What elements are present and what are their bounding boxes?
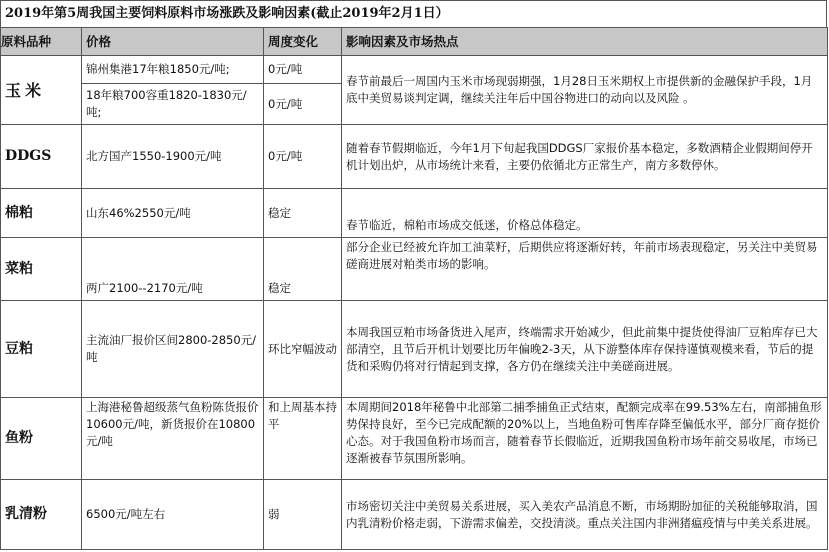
cottonseed-meal-factors: 春节临近，棉粕市场成交低迷，价格总体稳定。 <box>342 189 828 238</box>
ddgs-name: DDGS <box>1 125 82 189</box>
corn-name: 玉米 <box>1 56 82 125</box>
corn-price-2: 18年粮700容重1820-1830元/吨; <box>82 84 264 125</box>
table-row-cottonseed-meal <box>1 189 828 238</box>
corn-change-1: 0元/吨 <box>264 56 342 84</box>
whey-powder-name: 乳清粉 <box>1 480 82 550</box>
whey-powder-price: 6500元/吨左右 <box>82 480 264 550</box>
table-row-corn <box>1 56 828 84</box>
fishmeal-name: 鱼粉 <box>1 398 82 480</box>
page-title: 2019年第5周我国主要饲料原料市场涨跌及影响因素(截止2019年2月1日） <box>0 0 827 28</box>
table-row-soybean-meal <box>1 301 828 398</box>
table-row-whey-powder <box>1 480 828 550</box>
corn-factors: 春节前最后一周国内玉米市场现弱期强，1月28日玉米期权上市提供新的金融保护手段，1月底中美贸易谈判定调，继续关注年后中国谷物进口的动向以及风险 。 <box>342 56 828 125</box>
cottonseed-meal-price: 山东46%2550元/吨 <box>82 189 264 238</box>
soybean-meal-price: 主流油厂报价区间2800-2850元/吨 <box>82 301 264 398</box>
table-row-ddgs <box>1 125 828 189</box>
cottonseed-meal-change: 稳定 <box>264 189 342 238</box>
fishmeal-factors: 本周期间2018年秘鲁中北部第二捕季捕鱼正式结束，配额完成率在99.53%左右，南部捕鱼形势保持良好，至今已完成配额的20%以上，当地鱼粉可售库存降至偏低水平，部分厂商存挺价心态。对于我国鱼粉市场而言，随着春节长假临近，近期我国鱼粉市场年前交易收尾，市场已逐渐被春节氛围所影响。 <box>342 398 828 480</box>
cottonseed-meal-name: 棉粕 <box>1 189 82 238</box>
table-row-rapeseed-meal <box>1 238 828 301</box>
header-factors: 影响因素及市场热点 <box>342 28 828 56</box>
header-variety: 原料品种 <box>1 28 82 56</box>
ddgs-price: 北方国产1550-1900元/吨 <box>82 125 264 189</box>
market-table <box>0 27 828 550</box>
ddgs-change: 0元/吨 <box>264 125 342 189</box>
header-weekly-change: 周度变化 <box>264 28 342 56</box>
whey-powder-change: 弱 <box>264 480 342 550</box>
rapeseed-meal-price: 两广2100--2170元/吨 <box>82 238 264 301</box>
header-row <box>1 28 828 56</box>
corn-change-2: 0元/吨 <box>264 84 342 125</box>
whey-powder-factors: 市场密切关注中美贸易关系进展，买入美农产品消息不断，市场期盼加征的关税能够取消，国内乳清粉价格走弱，下游需求偏差，交投清淡。重点关注国内非洲猪瘟疫情与中美关系进展。 <box>342 480 828 550</box>
fishmeal-change: 和上周基本持平 <box>264 398 342 480</box>
soybean-meal-name: 豆粕 <box>1 301 82 398</box>
fishmeal-price: 上海港秘鲁超级蒸气鱼粉陈货报价10600元/吨，新货报价在10800元/吨 <box>82 398 264 480</box>
ddgs-factors: 随着春节假期临近，今年1月下旬起我国DDGS厂家报价基本稳定，多数酒精企业假期间停开机计划出炉，从市场统计来看，主要仍依循北方正常生产，南方多数停休。 <box>342 125 828 189</box>
corn-price-1: 锦州集港17年粮1850元/吨; <box>82 56 264 84</box>
soybean-meal-change: 环比窄幅波动 <box>264 301 342 398</box>
table-row-fishmeal <box>1 398 828 480</box>
header-price: 价格 <box>82 28 264 56</box>
rapeseed-meal-change: 稳定 <box>264 238 342 301</box>
rapeseed-meal-factors: 部分企业已经被允许加工油菜籽，后期供应将逐渐好转，年前市场表现稳定，另关注中美贸易磋商进展对粕类市场的影响。 <box>342 238 828 301</box>
soybean-meal-factors: 本周我国豆粕市场备货进入尾声，终端需求开始减少，但此前集中提货使得油厂豆粕库存已大部清空，且节后开机计划要比历年偏晚2-3天，从下游整体库存保持谨慎观模来看，节后的提货和采购仍将对行情起到支撑，各方仍在继续关注中美磋商进展。 <box>342 301 828 398</box>
rapeseed-meal-name: 菜粕 <box>1 238 82 301</box>
